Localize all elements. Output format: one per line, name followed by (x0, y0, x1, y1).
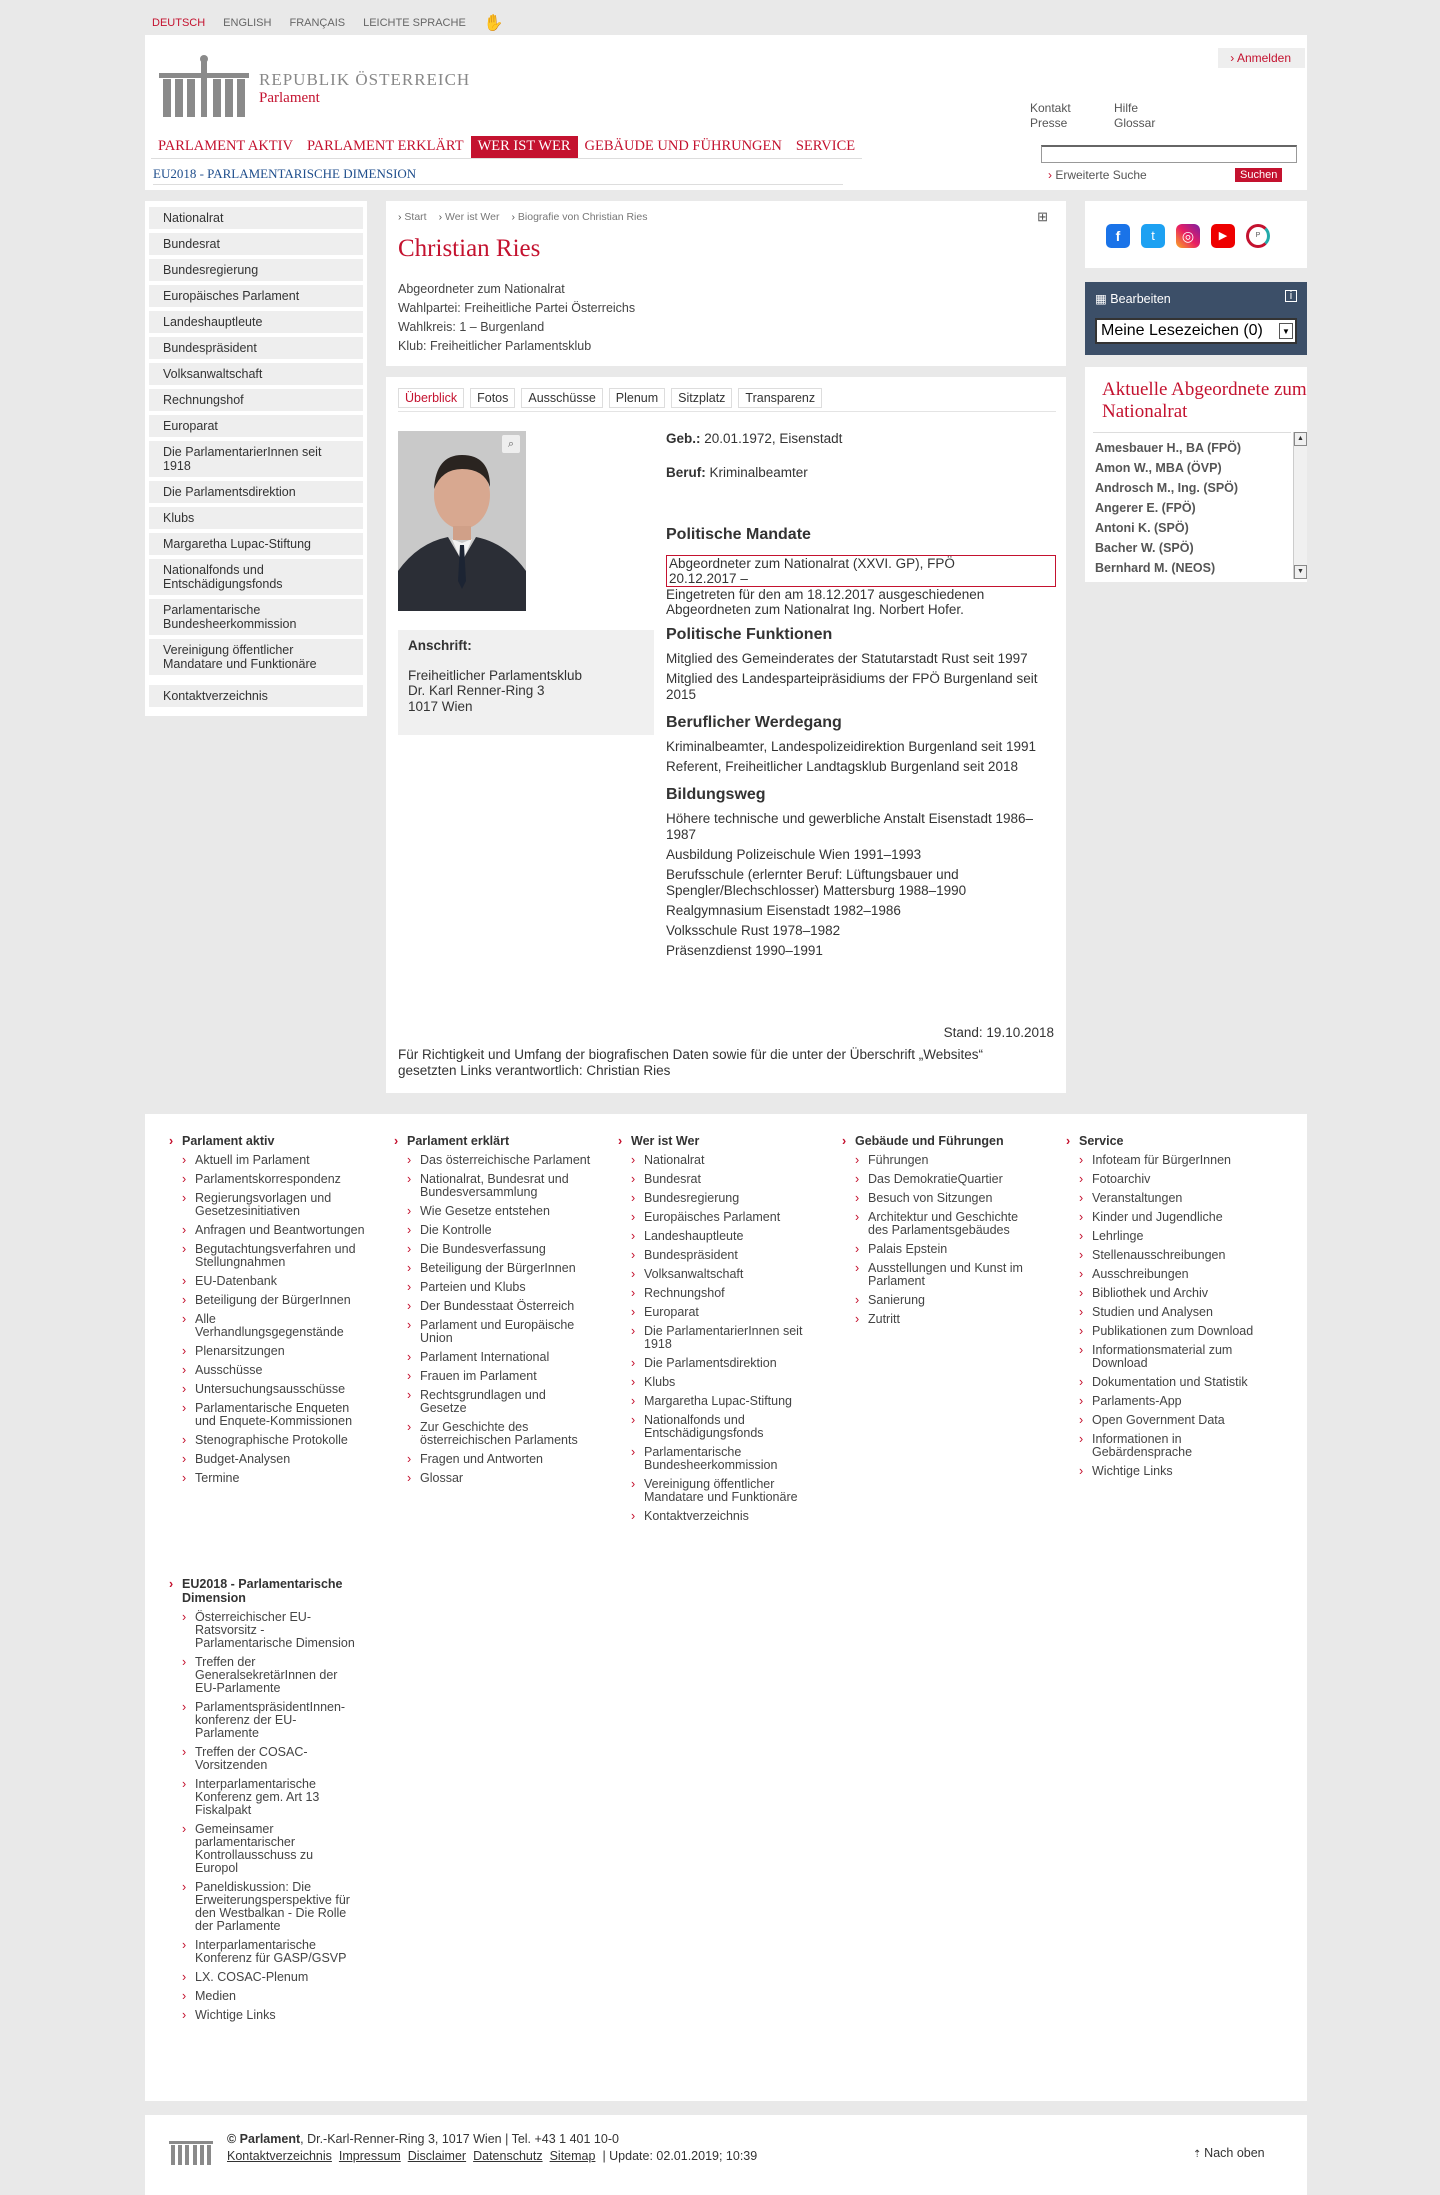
address-line: Freiheitlicher Parlamentsklub (408, 667, 583, 683)
footer-link[interactable]: › Bibliothek und Archiv (1079, 1287, 1264, 1300)
section-heading: Bildungsweg (666, 786, 766, 803)
footer-link[interactable]: › Untersuchungsausschüsse (182, 1383, 367, 1396)
footer-impressum-link[interactable]: Impressum (338, 2149, 401, 2163)
bio-details (666, 431, 1056, 963)
footer-link[interactable]: › Fotoarchiv (1079, 1173, 1264, 1186)
footer-link[interactable]: › Frauen im Parlament (407, 1370, 592, 1383)
footer-link[interactable]: › Paneldiskussion: Die Erweiterungsperspektive für den Westbalkan - Die Rolle der Parlamente (182, 1881, 357, 1933)
responsibility-note: Für Richtigkeit und Umfang der biografischen Daten sowie für die unter der Überschrift „Websites“ gesetzten Links verantwortlich: Christian Ries (398, 1047, 984, 1078)
mandate-box (666, 555, 1056, 587)
scrollbar[interactable] (1293, 432, 1307, 579)
twitter-icon[interactable]: t (1141, 224, 1165, 248)
profession-info (666, 465, 1056, 481)
list-item: Realgymnasium Eisenstadt 1982–1986 (666, 903, 901, 918)
list-item: Präsenzdienst 1990–1991 (666, 943, 823, 958)
footer-link[interactable]: › Beteiligung der BürgerInnen (182, 1294, 367, 1307)
list-item: Mitglied des Gemeinderates der Statutarstadt Rust seit 1997 (666, 651, 1028, 666)
update-info: | Update: 02.01.2019; 10:39 (602, 2149, 758, 2163)
footer-link[interactable]: › Anfragen und Beantwortungen (182, 1224, 367, 1237)
footer-link[interactable]: › Rechtsgrundlagen und Gesetze (407, 1389, 592, 1415)
footer-address: , Dr.-Karl-Renner-Ring 3, 1017 Wien | Tel. +43 1 401 10-0 (300, 2132, 619, 2146)
nav-parlament-erklaert[interactable]: PARLAMENT ERKLÄRT (306, 138, 464, 154)
footer-link[interactable]: › Interparlamentarische Konferenz gem. Art 13 Fiskalpakt (182, 1778, 357, 1817)
footer-link[interactable]: › Nationalfonds und Entschädigungsfonds (631, 1414, 816, 1440)
page-title: Christian Ries (398, 235, 541, 262)
footer-col-wer-ist-wer (616, 1134, 816, 1529)
footer-col-parlament-aktiv (167, 1134, 367, 1491)
profile-info (398, 280, 635, 356)
list-item: Volksschule Rust 1978–1982 (666, 923, 841, 938)
profile-role: Abgeordneter zum Nationalrat (398, 282, 565, 296)
address-line: Dr. Karl Renner-Ring 3 (408, 683, 545, 698)
footer-link[interactable]: › Stellenausschreibungen (1079, 1249, 1264, 1262)
footer-link[interactable]: › Führungen (855, 1154, 1040, 1167)
site-header (145, 35, 1307, 190)
list-item: Mitglied des Landesparteipräsidiums der FPÖ Burgenland seit 2015 (666, 671, 1038, 702)
chevron-down-icon: ▼ (1279, 323, 1293, 339)
sidebar-item[interactable]: Die ParlamentarierInnen seit 1918 (149, 441, 363, 477)
press-link[interactable]: Presse (1030, 116, 1068, 130)
nav-gebaeude-fuehrungen[interactable]: GEBÄUDE UND FÜHRUNGEN (584, 138, 782, 154)
footer-link[interactable]: › Informationsmaterial zum Download (1079, 1344, 1264, 1370)
edit-label: Bearbeiten (1110, 292, 1171, 306)
footer-link[interactable]: › Termine (182, 1472, 367, 1485)
sidebar-item[interactable]: Parlamentarische Bundesheerkommission (149, 599, 363, 635)
sidebar-item[interactable]: Nationalfonds und Entschädigungsfonds (149, 559, 363, 595)
logo-title: REPUBLIK ÖSTERREICH (259, 69, 471, 89)
portrait-illustration (398, 431, 526, 611)
footer-link[interactable]: › Studien und Analysen (1079, 1306, 1264, 1319)
social-media-box (1085, 201, 1307, 268)
footer-link[interactable]: › Volksanwaltschaft (631, 1268, 816, 1281)
footer-link[interactable]: › Kinder und Jugendliche (1079, 1211, 1264, 1224)
instagram-icon[interactable]: ◎ (1176, 224, 1200, 248)
nav-service[interactable]: SERVICE (795, 138, 856, 154)
back-to-top-button[interactable] (1193, 2146, 1265, 2160)
footer-link[interactable]: › Interparlamentarische Konferenz für GASP/GSVP (182, 1939, 357, 1965)
parliament-app-icon[interactable]: P (1246, 224, 1270, 248)
footer-link[interactable]: › Parlament und Europäische Union (407, 1319, 592, 1345)
footer-link[interactable]: › Margaretha Lupac-Stiftung (631, 1395, 816, 1408)
login-button[interactable] (1218, 48, 1305, 68)
lang-leichte-sprache[interactable]: LEICHTE SPRACHE (363, 17, 466, 29)
parliament-building-icon (169, 2135, 213, 2167)
sign-language-icon[interactable]: ✋ (483, 15, 504, 32)
footer-heading[interactable]: › Wer ist Wer (616, 1134, 816, 1148)
footer-link[interactable]: › Die ParlamentarierInnen seit 1918 (631, 1325, 816, 1351)
list-item[interactable]: Androsch M., Ing. (SPÖ) (1095, 481, 1239, 495)
last-updated: Stand: 19.10.2018 (943, 1025, 1054, 1040)
footer-link[interactable]: › Nationalrat (631, 1154, 816, 1167)
footer-heading[interactable]: › EU2018 - Parlamentarische Dimension (167, 1577, 357, 1605)
footer-link[interactable]: › Parlament International (407, 1351, 592, 1364)
footer-link[interactable]: › Rechnungshof (631, 1287, 816, 1300)
footer-link[interactable]: › Besuch von Sitzungen (855, 1192, 1040, 1205)
search-button[interactable]: Suchen (1235, 168, 1282, 182)
list-item: Berufsschule (erlernter Beruf: Lüftungsbauer und Spengler/Blechschlosser) Mattersburg 1988–1990 (666, 867, 967, 898)
address-heading: Anschrift: (408, 638, 472, 653)
footer-link[interactable]: › Nationalrat, Bundesrat und Bundesversammlung (407, 1173, 592, 1199)
footer-col-gebaeude (840, 1134, 1040, 1332)
nav-parlament-aktiv[interactable]: PARLAMENT AKTIV (158, 138, 293, 154)
profile-party: Wahlpartei: Freiheitliche Partei Österreichs (398, 301, 636, 315)
footer-link[interactable]: › Veranstaltungen (1079, 1192, 1264, 1205)
footer-heading[interactable]: › Service (1064, 1134, 1264, 1148)
list-item[interactable]: Angerer E. (FPÖ) (1095, 501, 1196, 515)
bookmarks-selected: Meine Lesezeichen (0) (1101, 322, 1263, 339)
footer-link[interactable]: › Treffen der GeneralsekretärInnen der EU-Parlamente (182, 1656, 357, 1695)
footer-link[interactable]: › Medien (182, 1990, 357, 2003)
footer-link[interactable]: › ParlamentspräsidentInnen-konferenz der EU-Parlamente (182, 1701, 357, 1740)
section-heading: Beruflicher Werdegang (666, 714, 842, 731)
footer-link[interactable]: › Infoteam für BürgerInnen (1079, 1154, 1264, 1167)
info-icon[interactable]: i (1285, 290, 1297, 302)
section-heading: Politische Funktionen (666, 626, 833, 643)
footer-link[interactable]: › Alle Verhandlungsgegenstände (182, 1313, 367, 1339)
scroll-down-icon[interactable]: ▼ (1294, 565, 1307, 579)
footer-privacy-link[interactable]: Datenschutz (473, 2149, 543, 2163)
list-item[interactable]: Bacher W. (SPÖ) (1095, 541, 1194, 555)
footer-link[interactable]: › Wichtige Links (182, 2009, 357, 2022)
footer-link[interactable]: › Regierungsvorlagen und Gesetzesinitiativen (182, 1192, 367, 1218)
tab-divider (398, 411, 1056, 412)
bookmarks-select[interactable] (1095, 318, 1297, 344)
sidebar-item[interactable]: Vereinigung öffentlicher Mandatare und Funktionäre (149, 639, 363, 675)
sidebar-item[interactable]: Bundesrat (149, 233, 363, 255)
mandate-date: 20.12.2017 – (669, 571, 748, 586)
tab-sitzplatz[interactable]: Sitzplatz (671, 388, 732, 408)
tab-plenum[interactable]: Plenum (609, 388, 665, 408)
footer-link[interactable]: › Europäisches Parlament (631, 1211, 816, 1224)
footer-contact-link[interactable]: Kontaktverzeichnis (227, 2149, 332, 2163)
footer-link[interactable]: › Europarat (631, 1306, 816, 1319)
login-label: Anmelden (1236, 51, 1291, 65)
copyright: © Parlament (227, 2132, 301, 2146)
footer-link[interactable]: › Die Kontrolle (407, 1224, 592, 1237)
edit-header (1095, 291, 1171, 306)
main-nav (151, 136, 862, 158)
footer-col-service (1064, 1134, 1264, 1484)
scroll-up-icon[interactable]: ▲ (1294, 432, 1307, 446)
list-item: Kriminalbeamter, Landespolizeidirektion Burgenland seit 1991 (666, 739, 1036, 754)
tab-fotos[interactable]: Fotos (470, 388, 515, 408)
footer-link[interactable]: › Fragen und Antworten (407, 1453, 592, 1466)
birth-value: 20.01.1972, Eisenstadt (704, 431, 843, 446)
list-item: Referent, Freiheitlicher Landtagsklub Burgenland seit 2018 (666, 759, 1018, 774)
footer-link[interactable]: › Palais Epstein (855, 1243, 1040, 1256)
birth-label: Geb.: (666, 431, 701, 446)
footer-link[interactable]: › Wichtige Links (1079, 1465, 1264, 1478)
section-heading: Politische Mandate (666, 526, 811, 543)
bookmark-add-icon[interactable]: ⊞ (1037, 209, 1048, 224)
bottom-bar (145, 2115, 1307, 2195)
mandate-text: Abgeordneter zum Nationalrat (XXVI. GP), FPÖ (669, 556, 955, 571)
chevron-right-icon: › (1048, 168, 1056, 182)
sidebar-item[interactable]: Nationalrat (149, 207, 363, 229)
footer-heading[interactable]: › Parlament aktiv (167, 1134, 367, 1148)
sidebar-item[interactable]: Die Parlamentsdirektion (149, 481, 363, 503)
footer-link[interactable]: › Klubs (631, 1376, 816, 1389)
footer-link[interactable]: › Lehrlinge (1079, 1230, 1264, 1243)
footer-link[interactable]: › Begutachtungsverfahren und Stellungnahmen (182, 1243, 367, 1269)
sidebar-item[interactable]: Europäisches Parlament (149, 285, 363, 307)
footer-link[interactable]: › Ausschreibungen (1079, 1268, 1264, 1281)
youtube-icon[interactable]: ▶ (1211, 224, 1235, 248)
sidebar-item[interactable]: Landeshauptleute (149, 311, 363, 333)
list-item[interactable]: Amesbauer H., BA (FPÖ) (1095, 441, 1242, 455)
address-line: 1017 Wien (408, 698, 473, 714)
footer-link[interactable]: › Das österreichische Parlament (407, 1154, 592, 1167)
birth-info (666, 431, 1056, 447)
help-link[interactable]: Hilfe (1114, 101, 1139, 115)
footer-link[interactable]: › Landeshauptleute (631, 1230, 816, 1243)
list-item[interactable]: Bernhard M. (NEOS) (1095, 561, 1216, 575)
footer-link[interactable]: › Zutritt (855, 1313, 1040, 1326)
footer-link[interactable]: › Österreichischer EU-Ratsvorsitz - Parlamentarische Dimension (182, 1611, 357, 1650)
portrait-photo[interactable] (398, 431, 526, 611)
language-bar (152, 13, 504, 33)
social-icons (1106, 224, 1270, 248)
glossary-link[interactable]: Glossar (1114, 116, 1156, 130)
list-item[interactable]: Antoni K. (SPÖ) (1095, 521, 1189, 535)
address-box (398, 630, 654, 735)
list-item[interactable]: Amon W., MBA (ÖVP) (1095, 461, 1222, 475)
current-members-title: Aktuelle Abgeordnete zum Nationalrat (1102, 379, 1307, 422)
footer-link[interactable]: › Stenographische Protokolle (182, 1434, 367, 1447)
footer-link[interactable]: › Bundesregierung (631, 1192, 816, 1205)
subnav-eu2018[interactable]: EU2018 - PARLAMENTARISCHE DIMENSION (153, 166, 417, 181)
footer-col-eu2018 (167, 1577, 357, 2028)
footer-link[interactable]: › Budget-Analysen (182, 1453, 367, 1466)
edit-panel (1085, 282, 1307, 355)
footer-heading[interactable]: › Parlament erklärt (392, 1134, 592, 1148)
list-item: Höhere technische und gewerbliche Anstalt Eisenstadt 1986–1987 (666, 811, 1033, 842)
footer-link[interactable]: › Der Bundesstaat Österreich (407, 1300, 592, 1313)
profile-tabs (398, 388, 822, 408)
members-list (1093, 432, 1291, 575)
footer-link[interactable]: › Open Government Data (1079, 1414, 1264, 1427)
footer-link[interactable]: › Parlamentarische Enqueten und Enquete-Kommissionen (182, 1402, 367, 1428)
footer-link[interactable]: › Parlamentskorrespondenz (182, 1173, 367, 1186)
arrow-up-icon: ⇡ (1193, 2149, 1205, 2160)
footer-col-parlament-erklaert (392, 1134, 592, 1491)
footer-link[interactable]: › Kontaktverzeichnis (631, 1510, 816, 1523)
footer-link[interactable]: › Das DemokratieQuartier (855, 1173, 1040, 1186)
footer-link[interactable]: › Beteiligung der BürgerInnen (407, 1262, 592, 1275)
tab-transparenz[interactable]: Transparenz (738, 388, 822, 408)
footer-link[interactable]: › Parlaments-App (1079, 1395, 1264, 1408)
footer-link[interactable]: › LX. COSAC-Plenum (182, 1971, 357, 1984)
footer-link[interactable]: › Ausstellungen und Kunst im Parlament (855, 1262, 1040, 1288)
sidebar-item[interactable]: Bundespräsident (149, 337, 363, 359)
footer-imprint (227, 2131, 757, 2165)
footer-disclaimer-link[interactable]: Disclaimer (407, 2149, 467, 2163)
back-to-top-label: Nach oben (1204, 2146, 1265, 2160)
list-item: Ausbildung Polizeischule Wien 1991–1993 (666, 847, 922, 862)
footer-link[interactable]: › Die Parlamentsdirektion (631, 1357, 816, 1370)
footer-link[interactable]: › Architektur und Geschichte des Parlamentsgebäudes (855, 1211, 1040, 1237)
profile-district: Wahlkreis: 1 – Burgenland (398, 320, 545, 334)
tab-ausschuesse[interactable]: Ausschüsse (521, 388, 602, 408)
footer-link[interactable]: › EU-Datenbank (182, 1275, 367, 1288)
sidebar-item[interactable]: Margaretha Lupac-Stiftung (149, 533, 363, 555)
footer-link[interactable]: › Die Bundesverfassung (407, 1243, 592, 1256)
chevron-right-icon: › (1230, 51, 1237, 65)
footer-link[interactable]: › Publikationen zum Download (1079, 1325, 1264, 1338)
profile-header (386, 201, 1066, 366)
footer-link[interactable]: › Wie Gesetze entstehen (407, 1205, 592, 1218)
sidebar-item[interactable]: Kontaktverzeichnis (149, 685, 363, 707)
footer-link[interactable]: › Dokumentation und Statistik (1079, 1376, 1264, 1389)
lang-english[interactable]: ENGLISH (223, 17, 272, 29)
profession-value: Kriminalbeamter (709, 465, 808, 480)
footer-link[interactable]: › Plenarsitzungen (182, 1345, 367, 1358)
footer-link[interactable]: › Treffen der COSAC-Vorsitzenden (182, 1746, 357, 1772)
nav-wer-ist-wer[interactable]: WER IST WER (471, 136, 578, 158)
footer-link[interactable]: › Informationen in Gebärdensprache (1079, 1433, 1264, 1459)
footer-sitemap-link[interactable]: Sitemap (549, 2149, 596, 2163)
footer-link[interactable]: › Aktuell im Parlament (182, 1154, 367, 1167)
footer-link[interactable]: › Sanierung (855, 1294, 1040, 1307)
breadcrumb-current: › Biografie von Christian Ries (511, 211, 647, 223)
biography-content (386, 377, 1066, 1093)
footer-link[interactable]: › Parteien und Klubs (407, 1281, 592, 1294)
breadcrumb-start[interactable]: › Start (398, 211, 427, 223)
footer-link[interactable]: › Gemeinsamer parlamentarischer Kontrollausschuss zu Europol (182, 1823, 357, 1875)
parliament-building-icon (159, 55, 249, 121)
tab-ueberblick[interactable]: Überblick (398, 388, 464, 408)
footer-link[interactable]: › Glossar (407, 1472, 592, 1485)
footer-link[interactable]: › Ausschüsse (182, 1364, 367, 1377)
lang-deutsch[interactable]: DEUTSCH (152, 17, 206, 29)
site-footer (145, 1114, 1307, 2101)
footer-link[interactable]: › Zur Geschichte des österreichischen Parlaments (407, 1421, 592, 1447)
sidebar-item[interactable]: Klubs (149, 507, 363, 529)
footer-link[interactable]: › Bundespräsident (631, 1249, 816, 1262)
advanced-search-link[interactable] (1048, 168, 1147, 182)
sidebar-item[interactable]: Bundesregierung (149, 259, 363, 281)
current-members-box (1085, 367, 1307, 582)
breadcrumb (398, 211, 647, 223)
footer-link[interactable]: › Bundesrat (631, 1173, 816, 1186)
footer-link[interactable]: › Parlamentarische Bundesheerkommission (631, 1446, 816, 1472)
profession-label: Beruf: (666, 465, 706, 480)
sidebar-item[interactable]: Europarat (149, 415, 363, 437)
left-sidebar-nav (145, 201, 367, 716)
footer-heading[interactable]: › Gebäude und Führungen (840, 1134, 1040, 1148)
lang-francais[interactable]: FRANÇAIS (289, 17, 346, 29)
breadcrumb-wer-ist-wer[interactable]: › Wer ist Wer (439, 211, 500, 223)
sidebar-item[interactable]: Rechnungshof (149, 389, 363, 411)
sidebar-item[interactable]: Volksanwaltschaft (149, 363, 363, 385)
top-links (1030, 101, 1198, 130)
logo-subtitle: Parlament (259, 89, 320, 106)
mandate-note: Eingetreten für den am 18.12.2017 ausgeschiedenen Abgeordneten zum Nationalrat Ing. Norbert Hofer. (666, 587, 985, 617)
grid-icon: ▦ (1095, 292, 1107, 306)
zoom-icon[interactable]: ⌕ (502, 435, 520, 453)
parliament-logo[interactable] (159, 55, 470, 121)
search-input[interactable] (1041, 145, 1297, 163)
profile-club: Klub: Freiheitlicher Parlamentsklub (398, 339, 592, 353)
footer-link[interactable]: › Vereinigung öffentlicher Mandatare und Funktionäre (631, 1478, 816, 1504)
contact-link[interactable]: Kontakt (1030, 101, 1071, 115)
advanced-search-label: Erweiterte Suche (1055, 168, 1147, 182)
facebook-icon[interactable]: f (1106, 224, 1130, 248)
